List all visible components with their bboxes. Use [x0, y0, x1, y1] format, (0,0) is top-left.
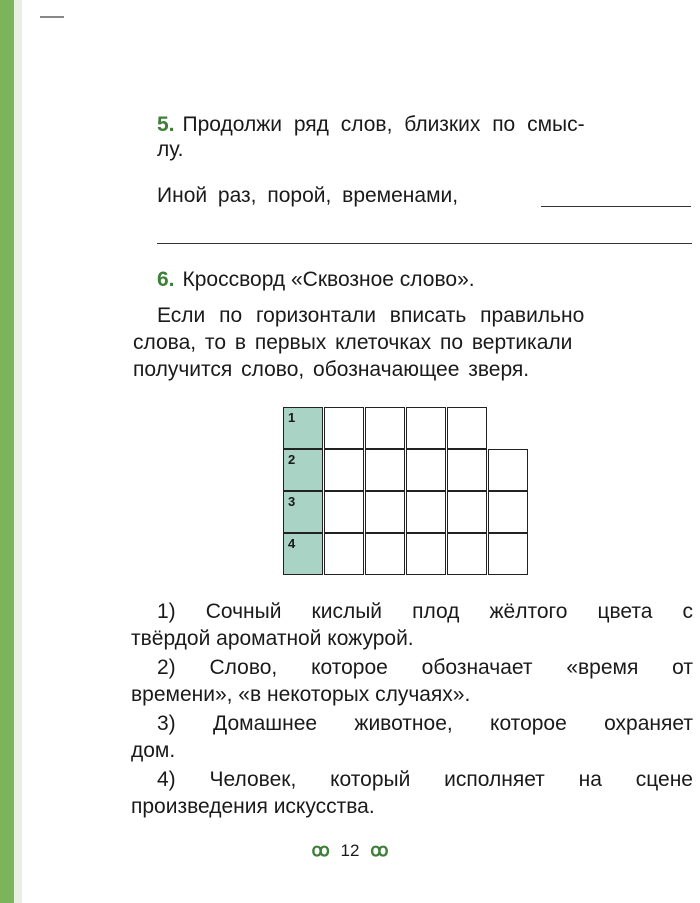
crossword-cell[interactable]	[488, 533, 528, 575]
task-5-example: Иной раз, порой, временами,	[157, 184, 459, 207]
clue-item	[131, 766, 693, 820]
task-6-number: 6.	[157, 268, 175, 291]
task-5-number: 5.	[157, 113, 175, 136]
instruction-line: Если по горизонтали вписать правильно	[157, 304, 585, 327]
task-6-heading	[157, 266, 475, 293]
crossword-cell-key[interactable]	[283, 533, 323, 575]
page-gutter	[14, 0, 22, 903]
crossword-cell[interactable]	[406, 407, 446, 449]
clue-text: 1) Сочный кислый плод жёлтого цвета с	[157, 600, 693, 623]
clue-item	[131, 598, 693, 652]
crossword-cell[interactable]	[406, 533, 446, 575]
page-edge-green	[0, 0, 14, 903]
crossword-cell[interactable]	[488, 449, 528, 491]
crossword-cell[interactable]	[324, 491, 364, 533]
task-5-heading	[157, 111, 692, 138]
clue-text-cont: времени», «в некоторых случаях».	[131, 683, 471, 706]
clue-text: 3) Домашнее животное, которое охраняет	[157, 712, 693, 735]
clue-text: 4) Человек, который исполняет на сцене	[157, 768, 693, 791]
crossword-cell-key[interactable]	[283, 449, 323, 491]
clue-text-cont: произведения искусства.	[131, 795, 375, 818]
crossword-row-number: 1	[288, 410, 296, 425]
page-footer	[0, 840, 700, 861]
crossword-cell[interactable]	[406, 491, 446, 533]
clue-text-cont: твёрдой ароматной кожурой.	[131, 627, 414, 650]
crossword-cell[interactable]	[406, 449, 446, 491]
crossword-cell[interactable]	[365, 491, 405, 533]
ornament-right-icon: ꝏ	[370, 840, 389, 860]
crossword-cell[interactable]	[324, 449, 364, 491]
crossword-row-number: 4	[288, 536, 296, 551]
task-6-title: Кроссворд «Сквозное слово».	[182, 268, 475, 291]
crossword-cell-key[interactable]	[283, 407, 323, 449]
crossword-cell[interactable]	[447, 533, 487, 575]
task-5-text: Продолжи ряд слов, близких по смыс-	[182, 113, 585, 136]
task-6-instruction	[133, 302, 693, 383]
crossword-row-number: 3	[288, 494, 296, 509]
clue-text: 2) Слово, которое обозначает «время от	[157, 656, 693, 679]
top-mark	[40, 16, 64, 18]
crossword-cell[interactable]	[365, 533, 405, 575]
crossword-cell[interactable]	[324, 407, 364, 449]
crossword-cell[interactable]	[365, 449, 405, 491]
clue-item	[131, 710, 693, 764]
instruction-line: получится слово, обозначающее зверя.	[133, 358, 530, 381]
instruction-line: слова, то в первых клеточках по вертикали	[133, 331, 573, 354]
crossword-cell-key[interactable]	[283, 491, 323, 533]
crossword-cell[interactable]	[447, 491, 487, 533]
crossword-cell[interactable]	[447, 449, 487, 491]
crossword-cell[interactable]	[324, 533, 364, 575]
crossword-row-number: 2	[288, 452, 296, 467]
clue-item	[131, 654, 693, 708]
crossword-clues	[131, 598, 693, 822]
clue-text-cont: дом.	[131, 739, 176, 762]
page-number: 12	[340, 841, 360, 860]
crossword-cell[interactable]	[365, 407, 405, 449]
crossword-cell[interactable]	[447, 407, 487, 449]
answer-line-2[interactable]	[157, 243, 692, 244]
answer-line-1[interactable]	[541, 206, 691, 207]
crossword-cell[interactable]	[488, 491, 528, 533]
task-5-text-cont: лу.	[157, 138, 184, 161]
ornament-left-icon: ꝏ	[311, 840, 330, 860]
